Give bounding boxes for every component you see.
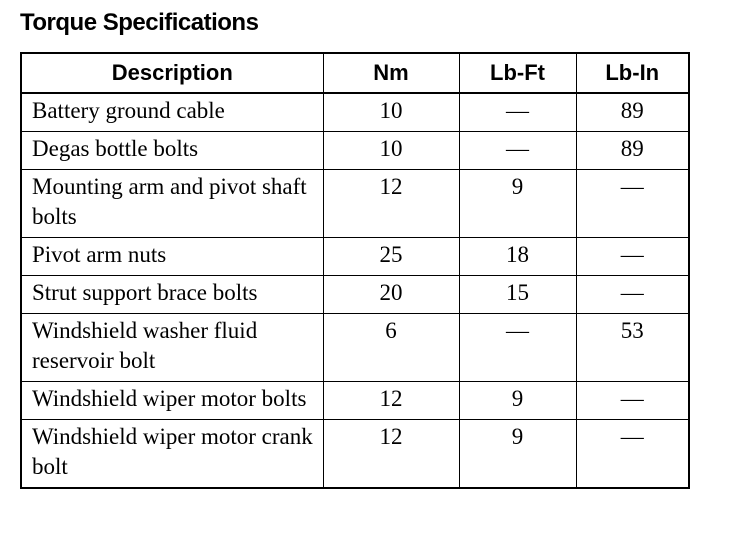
lb-ft-cell: 9 <box>459 382 576 420</box>
column-header-description: Description <box>21 53 323 93</box>
nm-cell: 25 <box>323 238 459 276</box>
lb-in-cell: — <box>576 238 689 276</box>
nm-cell: 6 <box>323 314 459 382</box>
header-row <box>21 53 689 93</box>
lb-in-cell: — <box>576 276 689 314</box>
description-cell: Battery ground cable <box>21 93 323 132</box>
table-row <box>21 93 689 132</box>
lb-in-cell: 89 <box>576 132 689 170</box>
table-row <box>21 238 689 276</box>
table-row <box>21 132 689 170</box>
nm-cell: 12 <box>323 170 459 238</box>
description-cell: Windshield washer fluid reservoir bolt <box>21 314 323 382</box>
lb-ft-cell: — <box>459 314 576 382</box>
nm-cell: 20 <box>323 276 459 314</box>
nm-cell: 10 <box>323 93 459 132</box>
lb-ft-cell: 18 <box>459 238 576 276</box>
description-cell: Windshield wiper motor crank bolt <box>21 420 323 489</box>
lb-in-cell: 53 <box>576 314 689 382</box>
lb-ft-cell: 9 <box>459 170 576 238</box>
table-row <box>21 314 689 382</box>
table-row <box>21 420 689 489</box>
page-title: Torque Specifications <box>20 9 259 36</box>
nm-cell: 10 <box>323 132 459 170</box>
lb-in-cell: 89 <box>576 93 689 132</box>
lb-in-cell: — <box>576 420 689 489</box>
torque-spec-table <box>20 52 690 489</box>
lb-ft-cell: — <box>459 132 576 170</box>
nm-cell: 12 <box>323 420 459 489</box>
column-header-lb-in: Lb-In <box>576 53 689 93</box>
lb-in-cell: — <box>576 170 689 238</box>
nm-cell: 12 <box>323 382 459 420</box>
description-cell: Windshield wiper motor bolts <box>21 382 323 420</box>
lb-ft-cell: — <box>459 93 576 132</box>
table-row <box>21 170 689 238</box>
description-cell: Pivot arm nuts <box>21 238 323 276</box>
description-cell: Mounting arm and pivot shaft bolts <box>21 170 323 238</box>
table-row <box>21 382 689 420</box>
lb-ft-cell: 9 <box>459 420 576 489</box>
column-header-lb-ft: Lb-Ft <box>459 53 576 93</box>
description-cell: Strut support brace bolts <box>21 276 323 314</box>
lb-in-cell: — <box>576 382 689 420</box>
table-row <box>21 276 689 314</box>
column-header-nm: Nm <box>323 53 459 93</box>
description-cell: Degas bottle bolts <box>21 132 323 170</box>
lb-ft-cell: 15 <box>459 276 576 314</box>
